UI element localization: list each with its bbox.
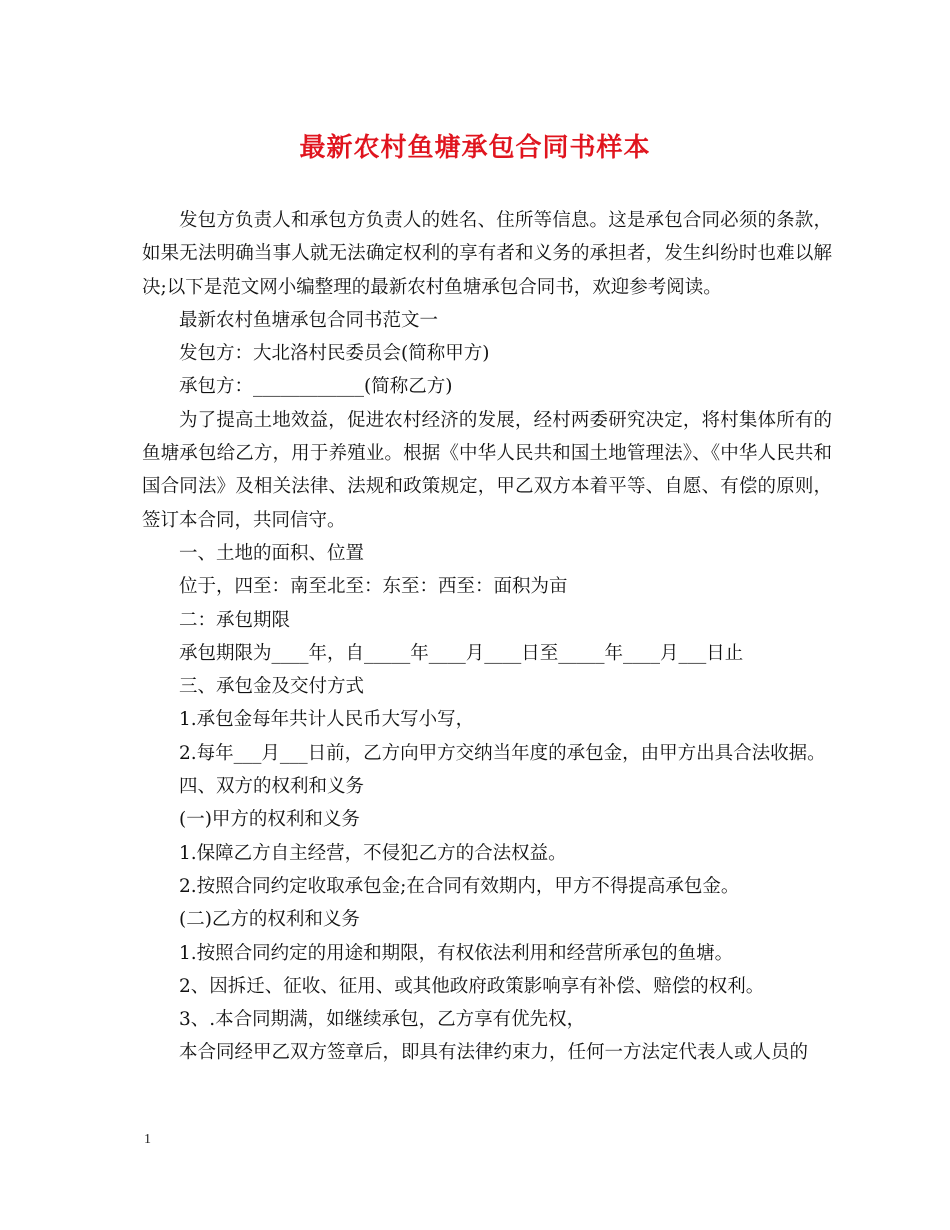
party-b-item-3: 3、.本合同期满，如继续承包，乙方享有优先权， [179, 1009, 586, 1031]
preamble-paragraph: 为了提高土地效益，促进农村经济的发展，经村两委研究决定，将村集体所有的鱼塘承包给乙方，用于养殖业。根据《中华人民共和国土地管理法》、《中华人民共和国合同法》及相关法律、法规和政策规定，甲乙双方本着平等、自愿、有偿的原则，签订本合同，共同信守。 [142, 409, 832, 531]
section-heading-term: 二：承包期限 [179, 609, 291, 631]
page-number: 1 [144, 1132, 151, 1147]
payment-item-1: 1.承包金每年共计人民币大写小写， [179, 709, 475, 731]
party-a-item-2: 2.按照合同约定收取承包金;在合同有效期内，甲方不得提高承包金。 [179, 875, 740, 897]
section-heading-rights: 四、双方的权利和义务 [179, 776, 365, 798]
section-heading-land: 一、土地的面积、位置 [179, 542, 365, 564]
party-a-item-1: 1.保障乙方自主经营，不侵犯乙方的合法权益。 [179, 842, 567, 864]
document-title: 最新农村鱼塘承包合同书样本 [299, 133, 651, 163]
party-b-item-1: 1.按照合同约定的用途和期限，有权依法利用和经营所承包的鱼塘。 [179, 942, 734, 964]
term-line: 承包期限为____年，自_____年____月____日至_____年____月___日止 [179, 642, 744, 664]
subsection-party-a: (一)甲方的权利和义务 [179, 809, 360, 831]
document-body [142, 204, 832, 1070]
party-b-line: 承包方：____________(简称乙方) [179, 376, 453, 398]
section-heading-payment: 三、承包金及交付方式 [179, 676, 365, 698]
sample-heading: 最新农村鱼塘承包合同书范文一 [179, 309, 439, 331]
closing-paragraph: 本合同经甲乙双方签章后，即具有法律约束力，任何一方法定代表人或人员的 [179, 1042, 809, 1064]
land-location-line: 位于，四至：南至北至：东至：西至：面积为亩 [179, 576, 568, 598]
party-a-line: 发包方：大北洛村民委员会(简称甲方) [179, 343, 490, 365]
party-b-item-2: 2、因拆迁、征收、征用、或其他政府政策影响享有补偿、赔偿的权利。 [179, 975, 765, 997]
payment-item-2: 2.每年___月___日前，乙方向甲方交纳当年度的承包金，由甲方出具合法收据。 [179, 742, 826, 764]
intro-paragraph: 发包方负责人和承包方负责人的姓名、住所等信息。这是承包合同必须的条款，如果无法明确当事人就无法确定权利的享有者和义务的承担者，发生纠纷时也难以解决;以下是范文网小编整理的最新农村鱼塘承包合同书，欢迎参考阅读。 [142, 210, 832, 298]
subsection-party-b: (二)乙方的权利和义务 [179, 909, 360, 931]
